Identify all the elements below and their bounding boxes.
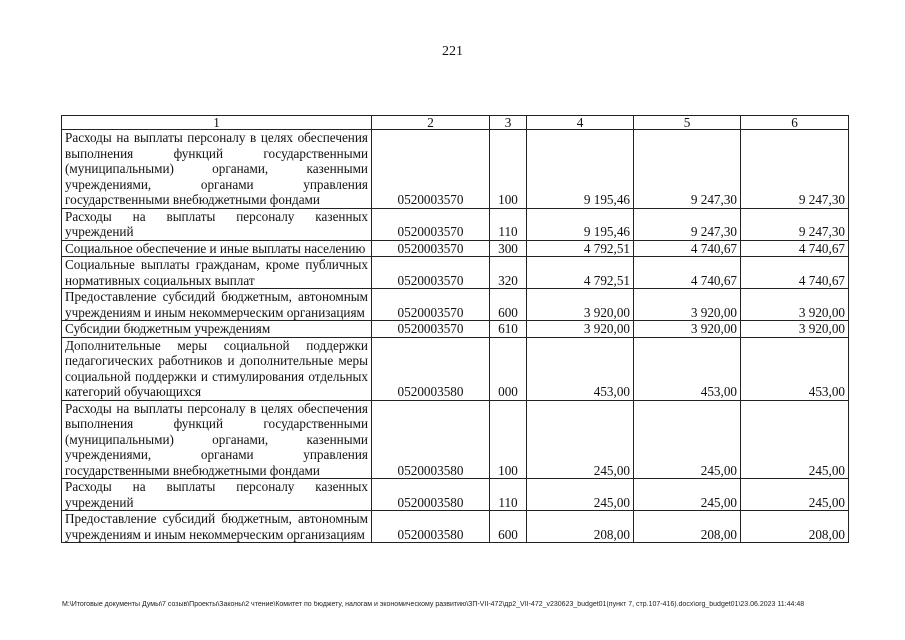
cell-v3: 9 247,30	[741, 208, 849, 240]
cell-v1: 9 195,46	[527, 208, 634, 240]
cell-code: 0520003580	[372, 400, 490, 479]
cell-v3: 453,00	[741, 337, 849, 400]
cell-v2: 3 920,00	[634, 321, 741, 338]
cell-desc: Предоставление субсидий бюджетным, автономным учреждениям и иным некоммерческим организациям	[62, 511, 372, 543]
cell-v3: 208,00	[741, 511, 849, 543]
document-path-footer: M:\Итоговые документы Думы\7 созыв\Проекты\Законы\2 чтение\Комитет по бюджету, налогам и экономическому развитию\ЗП-VII-472\др2_VII-472_v230623_budget01(пункт 7, стр.107-416).docx\org_budget01\23.06.2023 11:44:48	[62, 601, 805, 608]
cell-v1: 9 195,46	[527, 130, 634, 209]
cell-v3: 4 740,67	[741, 240, 849, 257]
cell-desc: Субсидии бюджетным учреждениям	[62, 321, 372, 338]
cell-desc: Предоставление субсидий бюджетным, автономным учреждениям и иным некоммерческим организациям	[62, 289, 372, 321]
cell-code: 0520003580	[372, 511, 490, 543]
cell-type: 100	[490, 400, 527, 479]
table-row	[62, 208, 849, 240]
cell-v2: 208,00	[634, 511, 741, 543]
cell-v2: 245,00	[634, 479, 741, 511]
cell-type: 100	[490, 130, 527, 209]
cell-v3: 3 920,00	[741, 321, 849, 338]
column-header: 4	[527, 116, 634, 130]
cell-type: 610	[490, 321, 527, 338]
cell-v2: 4 740,67	[634, 257, 741, 289]
cell-v1: 4 792,51	[527, 240, 634, 257]
cell-code: 0520003570	[372, 130, 490, 209]
cell-desc: Расходы на выплаты персоналу в целях обеспечения выполнения функций государственными (муниципальными) органами, казенными учреждениями, органами управления государственными внебюджетными фондами	[62, 400, 372, 479]
cell-v1: 4 792,51	[527, 257, 634, 289]
cell-v1: 3 920,00	[527, 289, 634, 321]
budget-table	[61, 115, 849, 543]
table-row	[62, 321, 849, 338]
cell-v3: 245,00	[741, 400, 849, 479]
cell-v3: 4 740,67	[741, 257, 849, 289]
cell-desc: Социальное обеспечение и иные выплаты населению	[62, 240, 372, 257]
table-row	[62, 479, 849, 511]
cell-code: 0520003570	[372, 257, 490, 289]
cell-desc: Расходы на выплаты персоналу в целях обеспечения выполнения функций государственными (муниципальными) органами, казенными учреждениями, органами управления государственными внебюджетными фондами	[62, 130, 372, 209]
table-header-row	[62, 116, 849, 130]
cell-v3: 9 247,30	[741, 130, 849, 209]
cell-desc: Расходы на выплаты персоналу казенных учреждений	[62, 479, 372, 511]
cell-code: 0520003570	[372, 240, 490, 257]
table-row	[62, 289, 849, 321]
column-header: 3	[490, 116, 527, 130]
cell-v2: 3 920,00	[634, 289, 741, 321]
cell-type: 600	[490, 289, 527, 321]
cell-desc: Социальные выплаты гражданам, кроме публичных нормативных социальных выплат	[62, 257, 372, 289]
table-row	[62, 130, 849, 209]
table-row	[62, 511, 849, 543]
column-header: 2	[372, 116, 490, 130]
page-number: 221	[442, 44, 463, 59]
cell-v1: 3 920,00	[527, 321, 634, 338]
column-header: 1	[62, 116, 372, 130]
cell-v3: 245,00	[741, 479, 849, 511]
cell-v1: 245,00	[527, 479, 634, 511]
cell-code: 0520003580	[372, 479, 490, 511]
cell-code: 0520003570	[372, 208, 490, 240]
cell-v2: 4 740,67	[634, 240, 741, 257]
cell-code: 0520003580	[372, 337, 490, 400]
cell-type: 000	[490, 337, 527, 400]
cell-code: 0520003570	[372, 289, 490, 321]
cell-type: 300	[490, 240, 527, 257]
column-header: 5	[634, 116, 741, 130]
column-header: 6	[741, 116, 849, 130]
cell-desc: Дополнительные меры социальной поддержки педагогических работников и дополнительные меры социальной поддержки и стимулирования отдельных категорий обучающихся	[62, 337, 372, 400]
table-row	[62, 337, 849, 400]
cell-v2: 9 247,30	[634, 130, 741, 209]
cell-v1: 453,00	[527, 337, 634, 400]
cell-v2: 245,00	[634, 400, 741, 479]
cell-v1: 245,00	[527, 400, 634, 479]
cell-v2: 9 247,30	[634, 208, 741, 240]
cell-type: 110	[490, 208, 527, 240]
table-row	[62, 400, 849, 479]
table-row	[62, 257, 849, 289]
cell-v2: 453,00	[634, 337, 741, 400]
cell-v3: 3 920,00	[741, 289, 849, 321]
cell-desc: Расходы на выплаты персоналу казенных учреждений	[62, 208, 372, 240]
cell-type: 320	[490, 257, 527, 289]
cell-type: 600	[490, 511, 527, 543]
table-row	[62, 240, 849, 257]
cell-code: 0520003570	[372, 321, 490, 338]
cell-type: 110	[490, 479, 527, 511]
cell-v1: 208,00	[527, 511, 634, 543]
